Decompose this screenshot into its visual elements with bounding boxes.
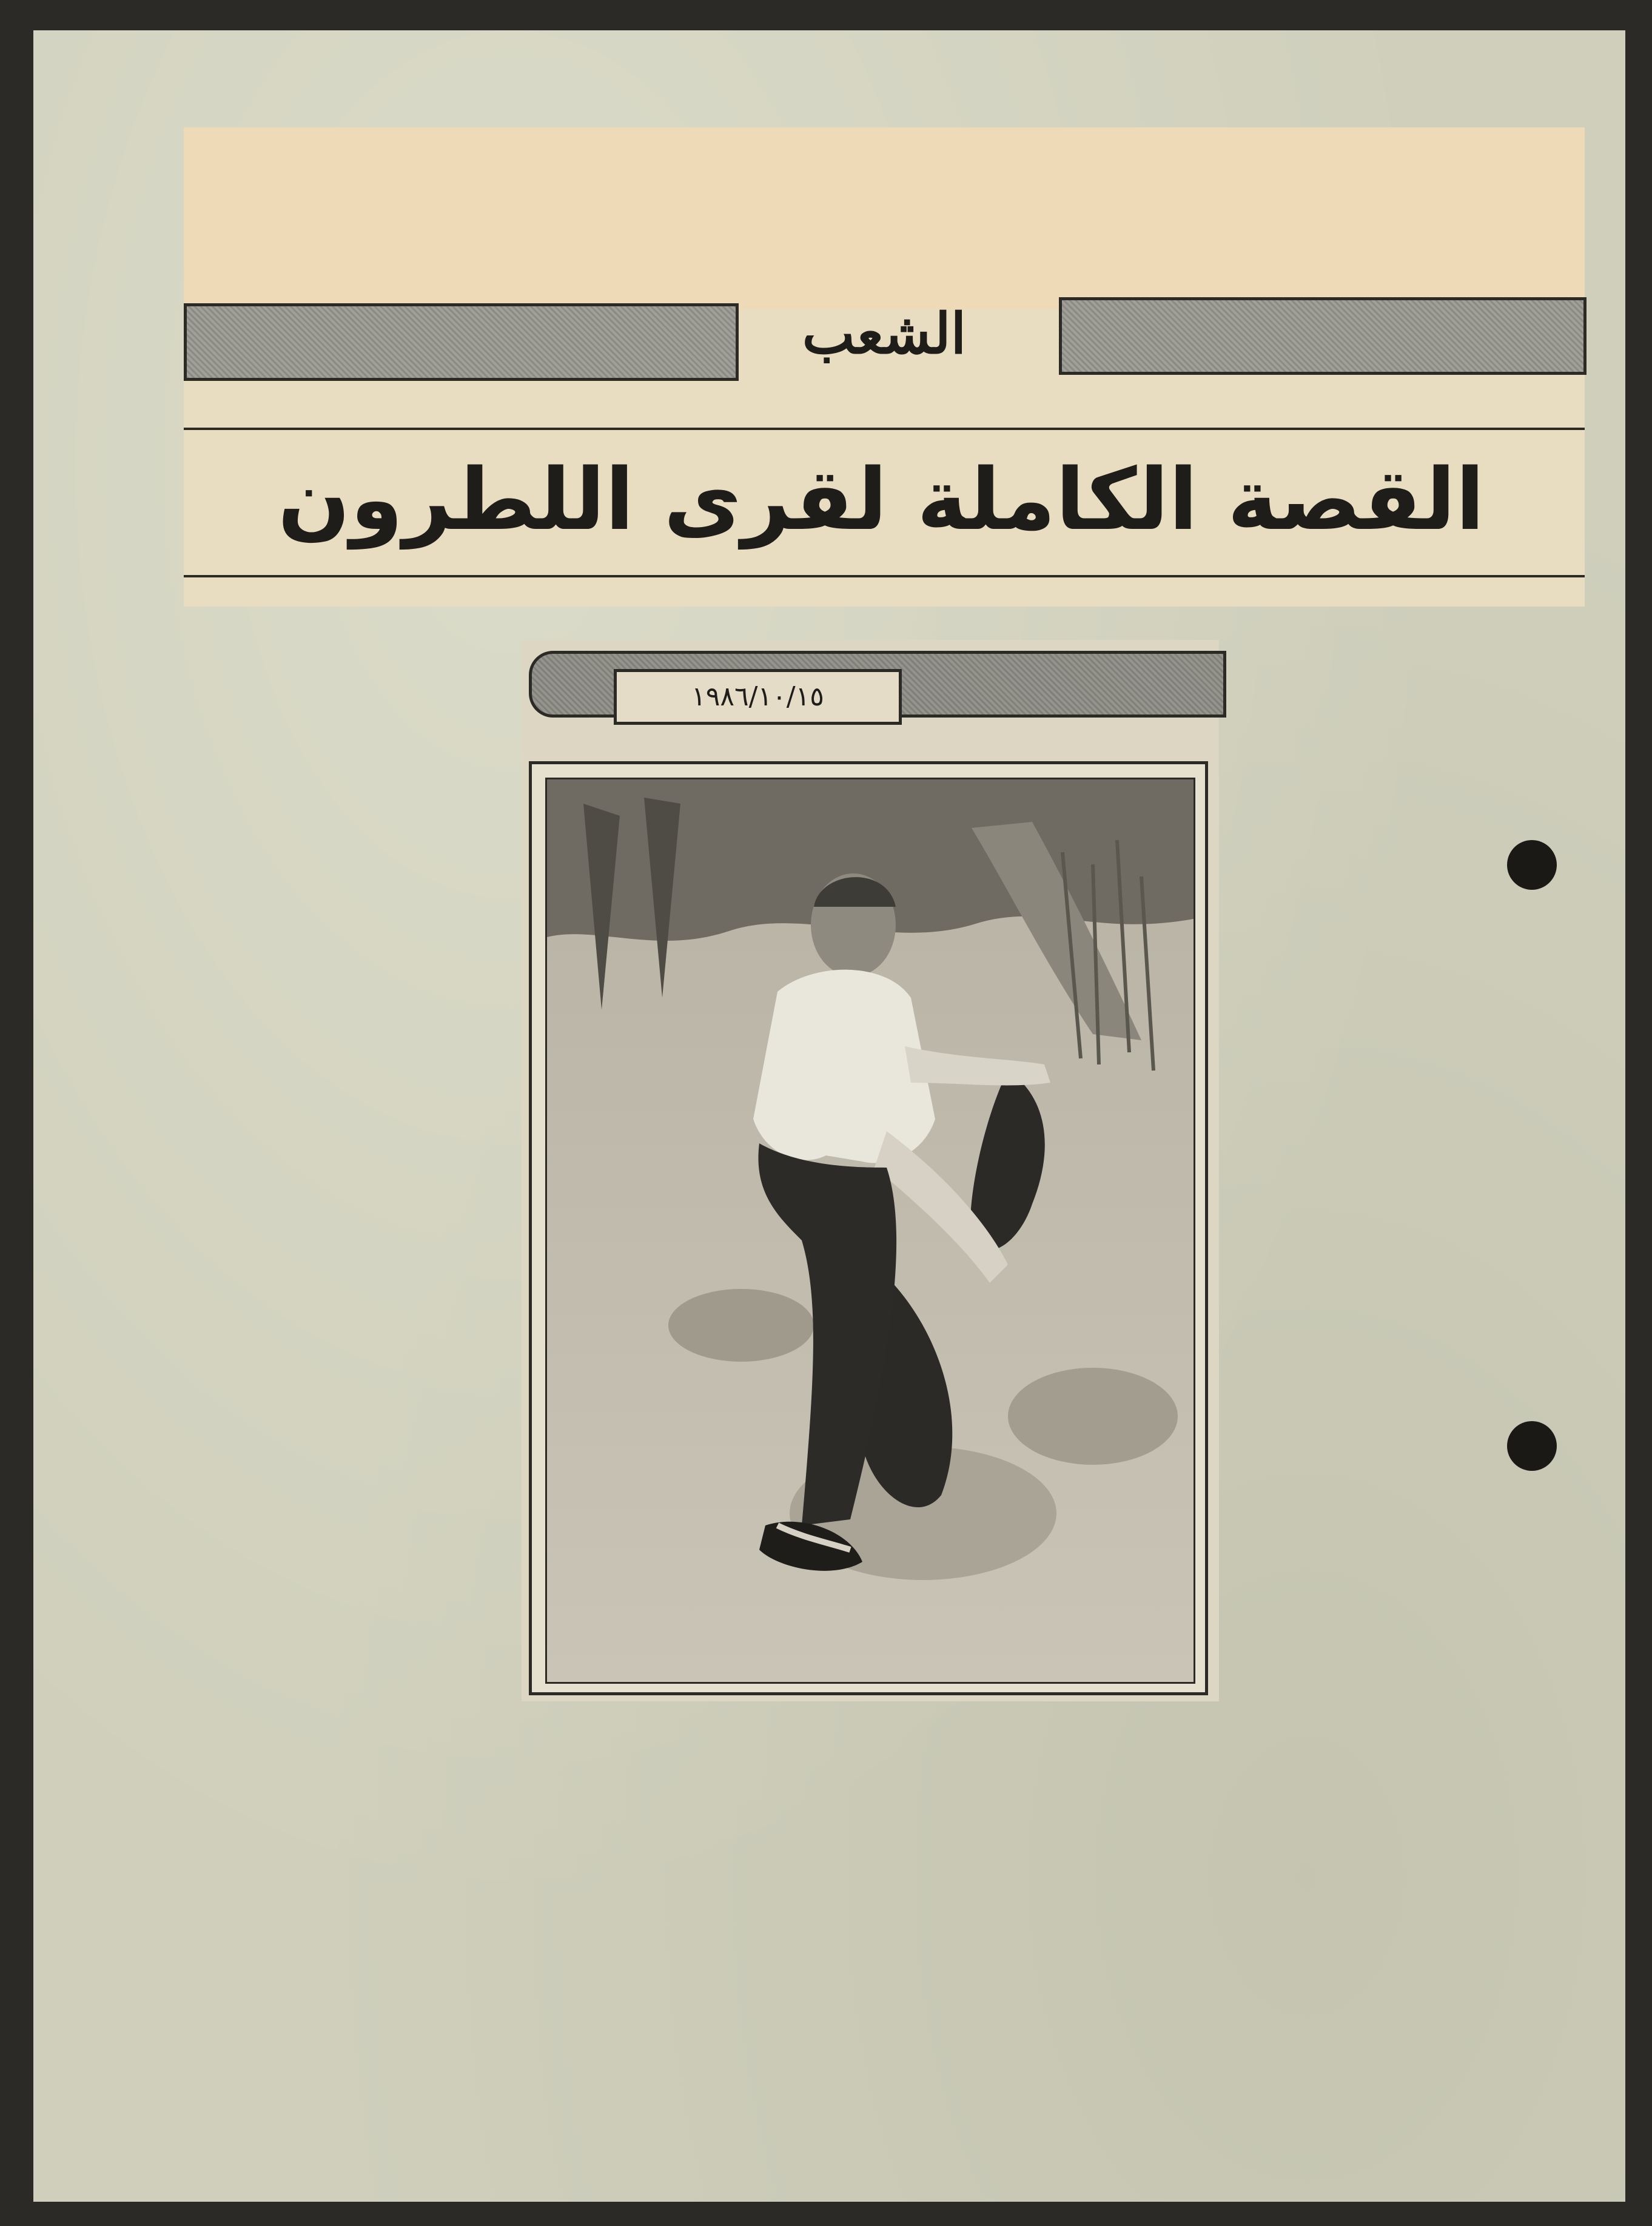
photo-illustration <box>547 779 1194 1682</box>
masthead-bar-left <box>184 303 739 381</box>
headline-clipping <box>184 127 1585 607</box>
article-headline: القصة الكاملة لقرى اللطرون <box>277 451 1485 550</box>
date-bar <box>529 651 1226 718</box>
newspaper-name: الشعب <box>802 301 967 366</box>
punch-hole-bottom <box>1507 1421 1557 1471</box>
news-photo <box>545 778 1195 1684</box>
headline-bottom-rule <box>184 575 1585 577</box>
masthead-bar-right <box>1059 297 1587 375</box>
punch-hole-top <box>1507 840 1557 890</box>
photo-clipping <box>522 640 1219 1701</box>
tape-strip <box>184 127 1585 309</box>
clipping-date: ١٩٨٦/١٠/١٥ <box>614 669 902 725</box>
headline-top-rule <box>184 428 1585 430</box>
photo-frame <box>529 761 1208 1695</box>
archive-sheet <box>33 30 1625 2202</box>
